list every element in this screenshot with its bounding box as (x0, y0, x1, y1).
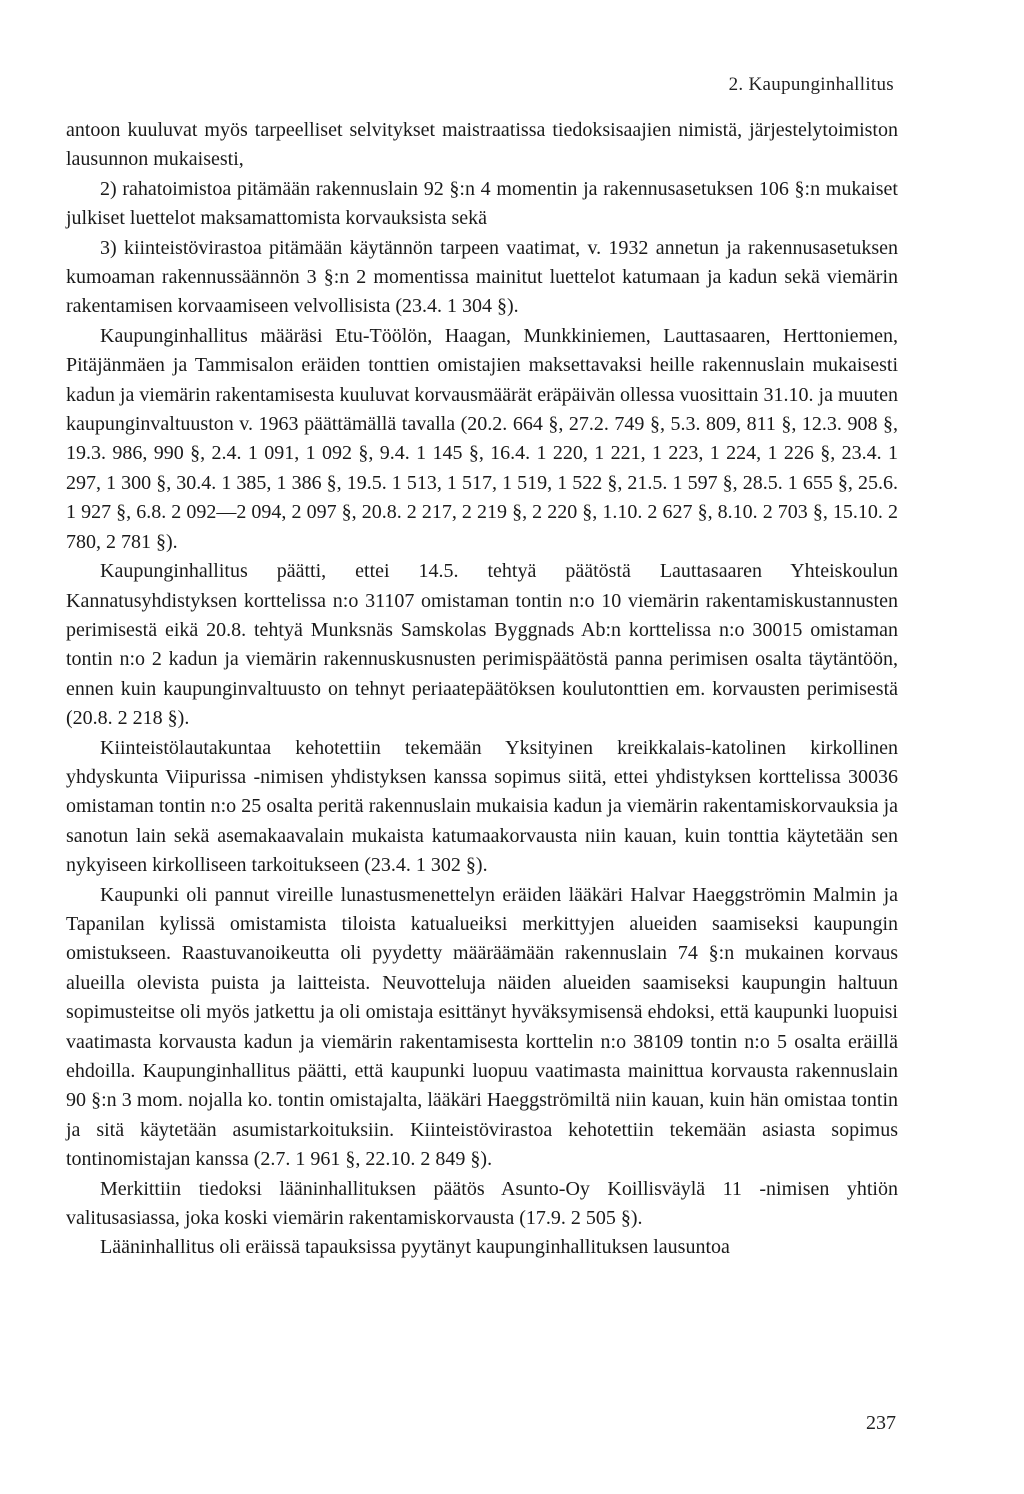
paragraph-maksettavaksi: Kaupunginhallitus määräsi Etu-Töölön, Haagan, Munkkiniemen, Lauttasaaren, Herttoniemen, Pitäjänmäen ja Tammisalon eräiden tonttien omistajien maksettavaksi heille rakennuslain mukaisesti kadun ja viemärin rakentamisesta kuuluvat korvausmäärät eräpäivän ollessa vuosittain 31.10. ja muuten kaupunginvaltuuston v. 1963 päättämällä tavalla (20.2. 664 §, 27.2. 749 §, 5.3. 809, 811 §, 12.3. 908 §, 19.3. 986, 990 §, 2.4. 1 091, 1 092 §, 9.4. 1 145 §, 16.4. 1 220, 1 221, 1 223, 1 224, 1 226 §, 23.4. 1 297, 1 300 §, 30.4. 1 385, 1 386 §, 19.5. 1 513, 1 517, 1 519, 1 522 §, 21.5. 1 597 §, 28.5. 1 655 §, 25.6. 1 927 §, 6.8. 2 092—2 094, 2 097 §, 20.8. 2 217, 2 219 §, 2 220 §, 1.10. 2 627 §, 8.10. 2 703 §, 15.10. 2 780, 2 781 §). (66, 324, 898, 553)
paragraph-haeggstrom: Kaupunki oli pannut vireille lunastusmenettelyn eräiden lääkäri Halvar Haeggströmin Malmin ja Tapanilan kylissä omistamista tiloista katualueiksi merkittyjen alueiden saamiseksi kaupungin omistukseen. Raastuvanoikeutta oli pyydetty määräämään rakennuslain 74 §:n mukainen korvaus alueilla olevista puista ja laitteista. Neuvotteluja näiden alueiden saamiseksi kaupungin haltuun sopimusteitse oli myös jatkettu ja oli omistaja esittänyt hyväksymisensä ehdoksi, että kaupunki luopuisi vaatimasta korvausta kadun ja viemärin rakentamisesta korttelin n:o 38109 tontin n:o 5 osalta eräillä ehdoilla. Kaupunginhallitus päätti, että kaupunki luopuu vaatimasta mainittua korvausta rakennuslain 90 §:n 3 mom. nojalla ko. tontin omistajalta, lääkäri Haeggströmiltä niin kauan, kuin hän omistaa tontin ja sitä käytetään asumistarkoituksiin. Kiinteistövirastoa kehotettiin tekemään asiasta sopimus tontinomistajan kanssa (2.7. 1 961 §, 22.10. 2 849 §). (66, 883, 898, 1171)
paragraph-continuation: antoon kuuluvat myös tarpeelliset selvitykset maistraatissa tiedoksisaajien nimistä, järjestelytoimiston lausunnon mukaisesti, (66, 119, 898, 171)
paragraph-kirkollinen: Kiinteistölautakuntaa kehotettiin tekemään Yksityinen kreikkalais-katolinen kirkollinen yhdyskunta Viipurissa -nimisen yhdistyksen kanssa sopimus siitä, ettei yhdistyksen korttelissa 30036 omistaman tontin n:o 25 osalta peritä rakennuslain mukaisia kadun ja viemärin rakentamiskorvauksia ja sanotun lain sekä asemakaavalain mukaista katumaakorvausta niin kauan, kuin tonttia käytetään sen nykyiseen kirkolliseen tarkoitukseen (23.4. 1 302 §). (66, 736, 898, 877)
running-header: 2. Kaupunginhallitus (728, 74, 894, 95)
paragraph-item-3: 3) kiinteistövirastoa pitämään käytännön tarpeen vaatimat, v. 1932 annetun ja rakennusasetuksen kumoaman rakennussäännön 3 §:n 2 momentissa mainitut luettelot katumaan ja kadun sekä viemärin rakentamisen korvaamiseen velvollisista (23.4. 1 304 §). (66, 236, 898, 318)
page-number: 237 (866, 1412, 896, 1434)
paragraph-koillisvayla: Merkittiin tiedoksi lääninhallituksen päätös Asunto-Oy Koillisväylä 11 -nimisen yhtiön valitusasiassa, joka koski viemärin rakentamiskorvausta (17.9. 2 505 §). (66, 1177, 898, 1230)
paragraph-laaninhallitus: Lääninhallitus oli eräissä tapauksissa pyytänyt kaupunginhallituksen lausuntoa (100, 1236, 730, 1259)
paragraph-item-2: 2) rahatoimistoa pitämään rakennuslain 92 §:n 4 momentin ja rakennusasetuksen 106 §:n mukaiset julkiset luettelot maksamattomista korvauksista sekä (66, 177, 898, 230)
body-text (66, 116, 898, 1263)
paragraph-lauttasaari: Kaupunginhallitus päätti, ettei 14.5. tehtyä päätöstä Lauttasaaren Yhteiskoulun Kannatusyhdistyksen korttelissa n:o 31107 omistaman tontin n:o 10 viemärin rakentamiskustannusten perimisestä eikä 20.8. tehtyä Munksnäs Samskolas Byggnads Ab:n korttelissa n:o 30015 omistaman tontin n:o 2 kadun ja viemärin rakennuskusnusten perimispäätöstä panna perimisen osalta täytäntöön, ennen kuin kaupunginvaltuusto on tehnyt periaatepäätöksen koulutonttien em. korvausten perimisestä (20.8. 2 218 §). (66, 560, 898, 730)
